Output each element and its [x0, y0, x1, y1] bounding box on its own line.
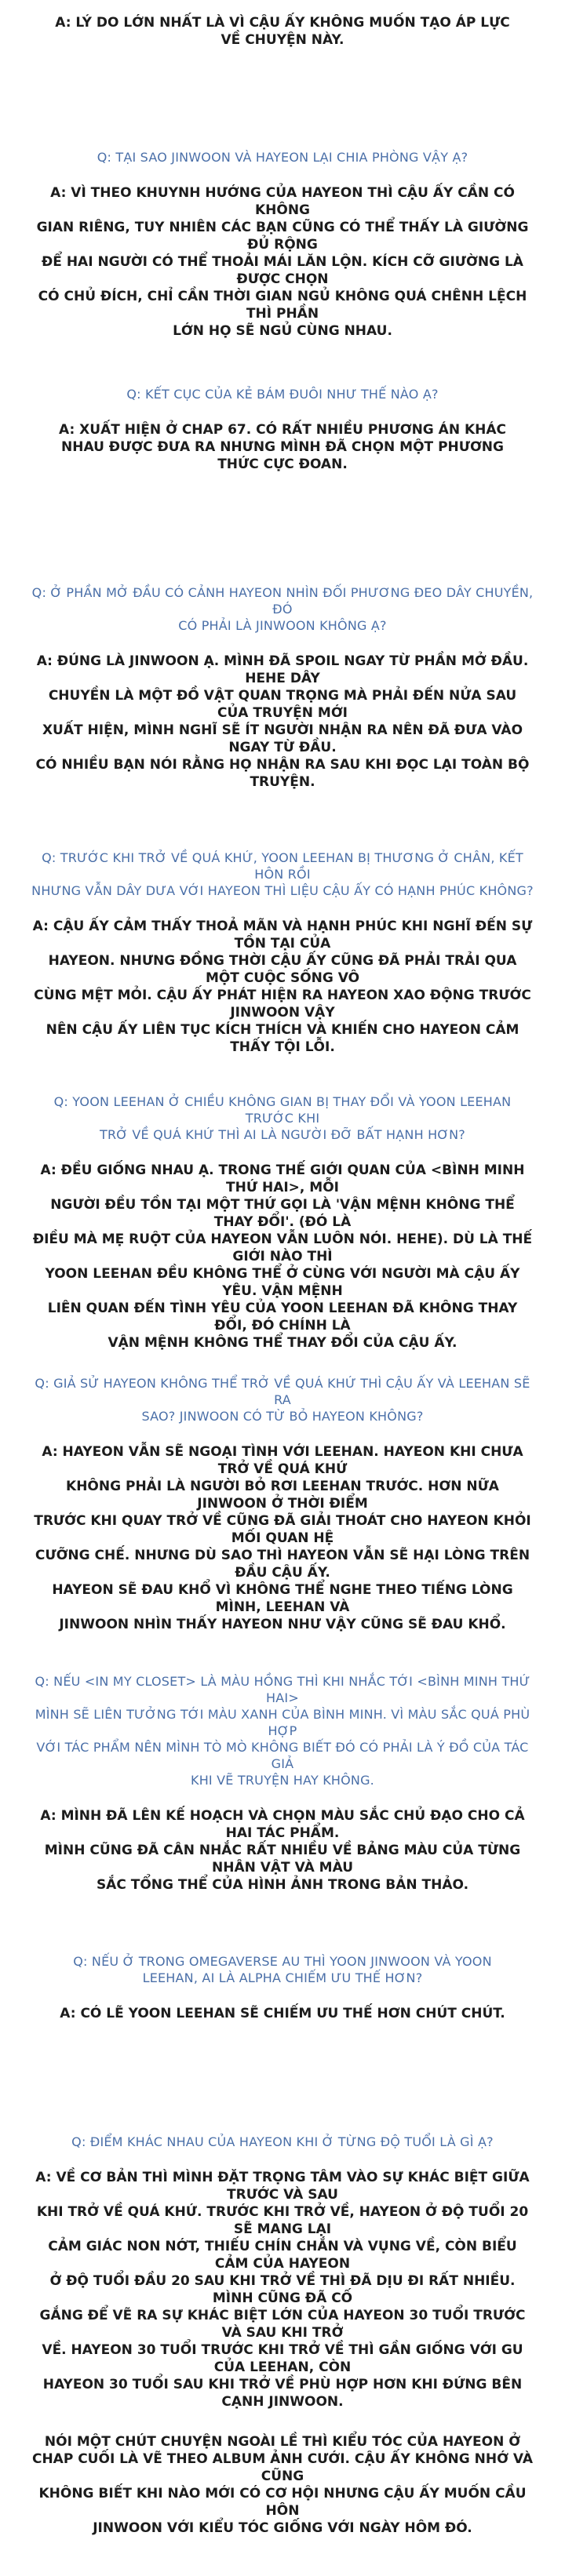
- answer-line: KHÔNG PHẢI LÀ NGƯỜI BỎ RƠI LEEHAN TRƯỚC. HƠN NỮA JINWOON Ở THỜI ĐIỂM: [66, 1479, 499, 1512]
- answer-text: [31, 421, 534, 473]
- question-line: SAO? JINWOON CÓ TỪ BỎ HAYEON KHÔNG?: [141, 1409, 424, 1424]
- answer-line: NGƯỜI ĐỀU TỒN TẠI MỘT THỨ GỌI LÀ 'VẬN MỆNH KHÔNG THỂ THAY ĐỔI'. (ĐÓ LÀ: [50, 1197, 515, 1230]
- question-line: VỚI TÁC PHẨM NÊN MÌNH TÒ MÒ KHÔNG BIẾT ĐÓ CÓ PHẢI LÀ Ý ĐỒ CỦA TÁC GIẢ: [36, 1740, 529, 1771]
- answer-line: LỚN HỌ SẼ NGỦ CÙNG NHAU.: [173, 323, 392, 339]
- answer-line: CÓ CHỦ ĐÍCH, CHỈ CẦN THỜI GIAN NGỦ KHÔNG QUÁ CHÊNH LỆCH THÌ PHẦN: [38, 289, 527, 322]
- answer-text: [31, 653, 534, 791]
- question-text: [31, 2134, 534, 2150]
- answer-line: NÊN CẬU ẤY LIÊN TỤC KÍCH THÍCH VÀ KHIẾN CHO HAYEON CẢM THẤY TỘI LỖI.: [46, 1022, 519, 1055]
- answer-line: ĐIỀU MÀ MẸ RUỘT CỦA HAYEON VẪN LUÔN NÓI. HEHE). DÙ LÀ THẾ GIỚI NÀO THÌ: [32, 1232, 533, 1264]
- answer-line: A: XUẤT HIỆN Ở CHAP 67. CÓ RẤT NHIỀU PHƯƠNG ÁN KHÁC: [58, 422, 507, 438]
- answer-text: [31, 1807, 534, 1894]
- answer-line: CÓ NHIỀU BẠN NÓI RẰNG HỌ NHẬN RA SAU KHI ĐỌC LẠI TOÀN BỘ TRUYỆN.: [35, 757, 530, 790]
- answer-line: VẬN MỆNH KHÔNG THỂ THAY ĐỔI CỦA CẬU ẤY.: [108, 1335, 457, 1351]
- question-text: [31, 1375, 534, 1424]
- answer-line: SẮC TỔNG THỂ CỦA HÌNH ẢNH TRONG BẢN THẢO.: [96, 1877, 469, 1893]
- question-text: [31, 850, 534, 899]
- qa-section: [0, 850, 565, 1056]
- answer-text: [31, 1162, 534, 1352]
- answer-text: [31, 14, 534, 49]
- answer-line: HAYEON 30 TUỔI SAU KHI TRỞ VỀ PHÙ HỢP HƠN KHI ĐỨNG BÊN CẠNH JINWOON.: [42, 2377, 523, 2410]
- answer-text: [31, 1443, 534, 1633]
- answer-line: A: ĐÚNG LÀ JINWOON Ạ. MÌNH ĐÃ SPOIL NGAY TỪ PHẦN MỞ ĐẦU. HEHE DÂY: [36, 653, 529, 686]
- answer-line: NHAU ĐƯỢC ĐƯA RA NHƯNG MÌNH ĐÃ CHỌN MỘT PHƯƠNG: [61, 439, 504, 455]
- question-line: Q: Ở PHẦN MỞ ĐẦU CÓ CẢNH HAYEON NHÌN ĐỐI PHƯƠNG ĐEO DÂY CHUYỀN, ĐÓ: [31, 585, 534, 617]
- question-line: TRỞ VỀ QUÁ KHỨ THÌ AI LÀ NGƯỜI ĐỠ BẤT HẠNH HƠN?: [99, 1127, 466, 1142]
- qa-section: [0, 386, 565, 473]
- answer-line: CƯỠNG CHẾ. NHƯNG DÙ SAO THÌ HAYEON VẪN SẼ HẠI LÒNG TRÊN ĐẦU CẬU ẤY.: [35, 1548, 530, 1581]
- answer-line: GẮNG ĐỂ VẼ RA SỰ KHÁC BIỆT LỚN CỦA HAYEON 30 TUỔI TRƯỚC VÀ SAU KHI TRỞ: [39, 2308, 526, 2341]
- answer-line: CHUYỀN LÀ MỘT ĐỒ VẬT QUAN TRỌNG MÀ PHẢI ĐẾN NỬA SAU CỦA TRUYỆN MỚI: [48, 688, 517, 721]
- answer-text: [31, 918, 534, 1056]
- question-line: CÓ PHẢI LÀ JINWOON KHÔNG Ạ?: [178, 618, 387, 633]
- answer-line: XUẤT HIỆN, MÌNH NGHĨ SẼ ÍT NGƯỜI NHẬN RA NÊN ĐÃ ĐƯA VÀO NGAY TỪ ĐẦU.: [42, 722, 523, 755]
- answer-line: CÙNG MỆT MỎI. CẬU ẤY PHÁT HIỆN RA HAYEON XAO ĐỘNG TRƯỚC JINWOON VẬY: [34, 988, 531, 1021]
- answer-line: Ở ĐỘ TUỔI ĐẦU 20 SAU KHI TRỞ VỀ THÌ ĐÃ DỊU ĐI RẤT NHIỀU. MÌNH CŨNG ĐÃ CỐ: [49, 2273, 516, 2306]
- question-line: Q: YOON LEEHAN Ở CHIỀU KHÔNG GIAN BỊ THAY ĐỔI VÀ YOON LEEHAN TRƯỚC KHI: [53, 1094, 512, 1126]
- answer-line: A: VÌ THEO KHUYNH HƯỚNG CỦA HAYEON THÌ CẬU ẤY CẦN CÓ KHÔNG: [50, 185, 515, 218]
- closing-note: [31, 2433, 534, 2537]
- answer-line: ĐỂ HAI NGƯỜI CÓ THỂ THOẢI MÁI LĂN LỘN. KÍCH CỠ GIƯỜNG LÀ ĐƯỢC CHỌN: [42, 254, 523, 287]
- answer-line: CẢM GIÁC NON NỚT, THIẾU CHÍN CHẮN VÀ VỤNG VỀ, CÒN BIỂU CẢM CỦA HAYEON: [48, 2239, 517, 2272]
- question-text: [31, 584, 534, 634]
- answer-line: A: CẬU ẤY CẢM THẤY THOẢ MÃN VÀ HẠNH PHÚC KHI NGHĨ ĐẾN SỰ TỒN TẠI CỦA: [32, 919, 533, 951]
- qa-section: [0, 1953, 565, 2022]
- answer-line: NÓI MỘT CHÚT CHUYỆN NGOÀI LỀ THÌ KIỂU TÓC CỦA HAYEON Ở: [44, 2434, 521, 2450]
- answer-line: GIAN RIÊNG, TUY NHIÊN CÁC BẠN CŨNG CÓ THỂ THẤY LÀ GIƯỜNG ĐỦ RỘNG: [36, 220, 529, 253]
- question-line: LEEHAN, AI LÀ ALPHA CHIẾM ƯU THẾ HƠN?: [142, 1970, 423, 1985]
- qa-section: [0, 149, 565, 340]
- question-text: [31, 149, 534, 166]
- answer-line: HAYEON. NHƯNG ĐỒNG THỜI CẬU ẤY CŨNG ĐÃ PHẢI TRẢI QUA MỘT CUỘC SỐNG VÔ: [48, 953, 517, 986]
- question-line: MÌNH SẼ LIÊN TƯỞNG TỚI MÀU XANH CỦA BÌNH MINH. VÌ MÀU SẮC QUÁ PHÙ HỢP: [35, 1707, 530, 1738]
- question-text: [31, 1093, 534, 1143]
- answer-text: [31, 2169, 534, 2410]
- question-text: [31, 386, 534, 402]
- answer-line: LIÊN QUAN ĐẾN TÌNH YÊU CỦA YOON LEEHAN ĐÃ KHÔNG THAY ĐỔI, ĐÓ CHÍNH LÀ: [47, 1301, 518, 1333]
- qa-section: [0, 1375, 565, 1633]
- answer-line: A: MÌNH ĐÃ LÊN KẾ HOẠCH VÀ CHỌN MÀU SẮC CHỦ ĐẠO CHO CẢ HAI TÁC PHẨM.: [40, 1808, 525, 1841]
- qa-section: [0, 1673, 565, 1894]
- question-line: Q: GIẢ SỬ HAYEON KHÔNG THỂ TRỞ VỀ QUÁ KHỨ THÌ CẬU ẤY VÀ LEEHAN SẼ RA: [35, 1376, 530, 1407]
- answer-line: JINWOON VỚI KIỂU TÓC GIỐNG VỚI NGÀY HÔM ĐÓ.: [93, 2520, 472, 2536]
- answer-line: TRƯỚC KHI QUAY TRỞ VỀ CŨNG ĐÃ GIẢI THOÁT CHO HAYEON KHỎI MỐI QUAN HỆ: [34, 1513, 531, 1546]
- answer-line: MÌNH CŨNG ĐÃ CÂN NHẮC RẤT NHIỀU VỀ BẢNG MÀU CỦA TỪNG NHÂN VẬT VÀ MÀU: [44, 1843, 521, 1876]
- qa-section: [0, 2433, 565, 2537]
- question-line: NHƯNG VẪN DÂY DƯA VỚI HAYEON THÌ LIỆU CẬU ẤY CÓ HẠNH PHÚC KHÔNG?: [31, 883, 534, 898]
- question-line: KHI VẼ TRUYỆN HAY KHÔNG.: [191, 1773, 374, 1788]
- question-text: [31, 1953, 534, 1986]
- qa-section: [0, 1093, 565, 1352]
- answer-line: YOON LEEHAN ĐỀU KHÔNG THỂ Ở CÙNG VỚI NGƯỜI MÀ CẬU ẤY YÊU. VẬN MỆNH: [45, 1266, 520, 1299]
- answer-line: VỀ CHUYỆN NÀY.: [221, 32, 344, 48]
- qa-section: [0, 584, 565, 791]
- answer-line: THỨC CỰC ĐOAN.: [217, 457, 348, 472]
- answer-line: VỀ. HAYEON 30 TUỔI TRƯỚC KHI TRỞ VỀ THÌ GẦN GIỐNG VỚI GU CỦA LEEHAN, CÒN: [42, 2342, 523, 2375]
- answer-line: CHAP CUỐI LÀ VẼ THEO ALBUM ẢNH CƯỚI. CẬU ẤY KHÔNG NHỚ VÀ CŨNG: [31, 2451, 534, 2484]
- question-line: Q: KẾT CỤC CỦA KẺ BÁM ĐUÔI NHƯ THẾ NÀO Ạ?: [126, 387, 439, 402]
- answer-line: A: ĐỀU GIỐNG NHAU Ạ. TRONG THẾ GIỚI QUAN CỦA <BÌNH MINH THỨ HAI>, MỖI: [40, 1162, 525, 1195]
- answer-text: [31, 2005, 534, 2022]
- answer-line: A: VỀ CƠ BẢN THÌ MÌNH ĐẶT TRỌNG TÂM VÀO SỰ KHÁC BIỆT GIỮA TRƯỚC VÀ SAU: [35, 2170, 530, 2203]
- question-line: Q: ĐIỂM KHÁC NHAU CỦA HAYEON KHI Ở TỪNG ĐỘ TUỔI LÀ GÌ Ạ?: [71, 2134, 494, 2149]
- question-line: Q: NẾU Ở TRONG OMEGAVERSE AU THÌ YOON JINWOON VÀ YOON: [73, 1954, 492, 1969]
- qa-section: [0, 14, 565, 49]
- question-text: [31, 1673, 534, 1788]
- qa-section: [0, 2134, 565, 2410]
- answer-line: KHÔNG BIẾT KHI NÀO MỚI CÓ CƠ HỘI NHƯNG CẬU ẤY MUỐN CẦU HÔN: [38, 2486, 527, 2519]
- question-line: Q: TRƯỚC KHI TRỞ VỀ QUÁ KHỨ, YOON LEEHAN BỊ THƯƠNG Ở CHÂN, KẾT HÔN RỒI: [42, 850, 523, 882]
- answer-line: JINWOON NHÌN THẤY HAYEON NHƯ VẬY CŨNG SẼ ĐAU KHỔ.: [59, 1617, 506, 1632]
- question-line: Q: TẠI SAO JINWOON VÀ HAYEON LẠI CHIA PHÒNG VẬY Ạ?: [97, 150, 468, 165]
- answer-line: A: CÓ LẼ YOON LEEHAN SẼ CHIẾM ƯU THẾ HƠN CHÚT CHÚT.: [60, 2006, 505, 2021]
- answer-text: [31, 184, 534, 340]
- answer-line: KHI TRỞ VỀ QUÁ KHỨ. TRƯỚC KHI TRỞ VỀ, HAYEON Ở ĐỘ TUỔI 20 SẼ MANG LẠI: [36, 2204, 529, 2237]
- answer-line: A: LÝ DO LỚN NHẤT LÀ VÌ CẬU ẤY KHÔNG MUỐN TẠO ÁP LỰC: [55, 15, 510, 31]
- question-line: Q: NẾU <IN MY CLOSET> LÀ MÀU HỒNG THÌ KHI NHẮC TỚI <BÌNH MINH THỨ HAI>: [35, 1674, 530, 1705]
- answer-line: A: HAYEON VẪN SẼ NGOẠI TÌNH VỚI LEEHAN. HAYEON KHI CHƯA TRỞ VỀ QUÁ KHỨ: [42, 1444, 523, 1477]
- answer-line: HAYEON SẼ ĐAU KHỔ VÌ KHÔNG THỂ NGHE THEO TIẾNG LÒNG MÌNH, LEEHAN VÀ: [52, 1582, 513, 1615]
